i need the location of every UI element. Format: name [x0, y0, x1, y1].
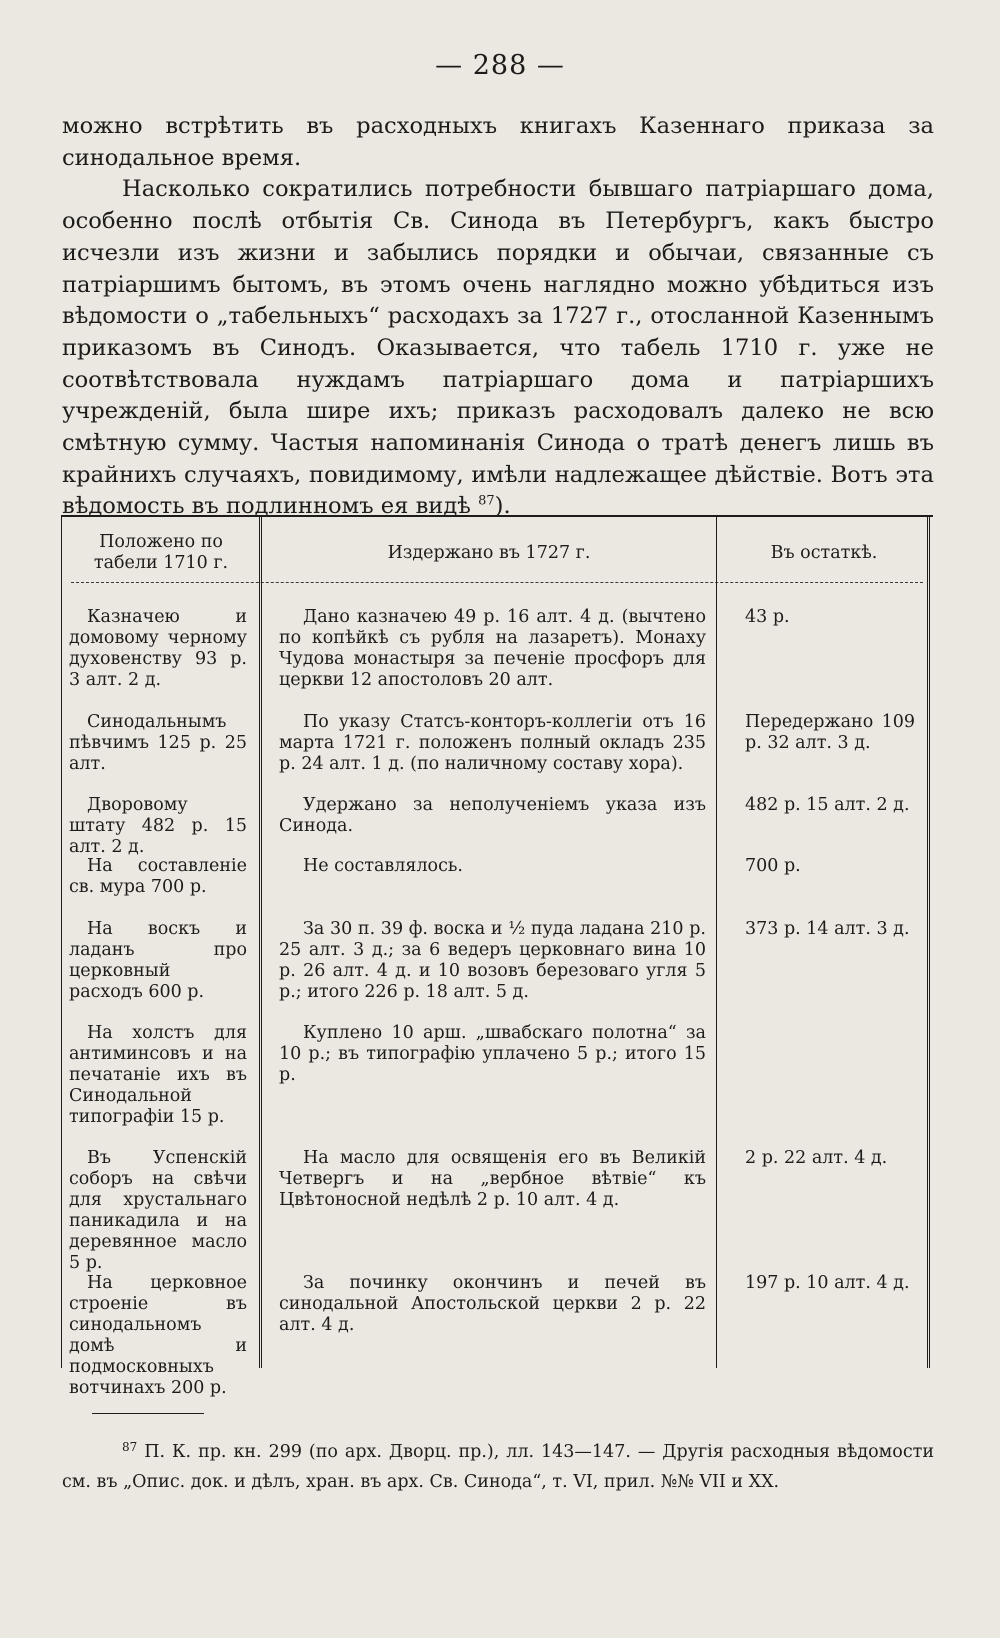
footnote: [62, 1432, 934, 1497]
row-7-spent: На масло для освященія его въ Великій Четвергъ и на „вербное вѣтвіе“ къ Цвѣтоносной недѣлѣ 2 р. 10 алт. 4 д.: [279, 1148, 706, 1210]
row-7-remaining: 2 р. 22 алт. 4 д.: [745, 1148, 888, 1168]
row-1-remaining: 43 р.: [745, 607, 790, 627]
footnote-reference: 87: [478, 493, 495, 509]
row-2-allotted: Синодальнымъ пѣвчимъ 125 р. 25 алт.: [69, 712, 247, 774]
body-text: [62, 111, 934, 523]
header-remaining: Въ остаткѣ.: [770, 543, 878, 563]
row-4-spent: Не составлялось.: [303, 856, 463, 876]
row-2-remaining: Передержано 109 р. 32 алт. 3 д.: [745, 712, 915, 753]
paragraph-1: можно встрѣтить въ расходныхъ книгахъ Казеннаго приказа за синодальное время.: [62, 113, 934, 171]
row-6-spent: Куплено 10 арш. „швабскаго полотна“ за 10 р.; въ типографію уплачено 5 р.; итого 15 р.: [279, 1023, 706, 1085]
header-allotted: Положено по табели 1710 г.: [93, 532, 229, 573]
paragraph-2: [62, 174, 934, 523]
row-1-spent: Дано казначею 49 р. 16 алт. 4 д. (вычтено по копѣйкѣ съ рубля на лазаретъ). Монаху Чудова монастыря за печеніе просфоръ для церкви 12 апостоловъ 20 алт.: [279, 607, 706, 690]
row-5-spent: За 30 п. 39 ф. воска и ½ пуда ладана 210 р. 25 алт. 3 д.; за 6 ведеръ церковнаго вина 10 р. 26 алт. 4 д. и 10 возовъ березоваго угля 5 р.; итого 226 р. 18 алт. 5 д.: [279, 919, 706, 1002]
column-rule-1: [259, 515, 262, 1368]
row-1-allotted: Казначею и домовому черному духовенству 93 р. 3 алт. 2 д.: [69, 607, 247, 690]
footnote-rule: [92, 1413, 204, 1414]
row-5-remaining: 373 р. 14 алт. 3 д.: [745, 919, 910, 939]
row-3-spent: Удержано за неполученіемъ указа изъ Синода.: [279, 795, 706, 836]
header-spent: Издержано въ 1727 г.: [387, 543, 591, 563]
row-4-remaining: 700 р.: [745, 856, 801, 876]
table-top-rule: [61, 515, 933, 517]
row-3-remaining: 482 р. 15 алт. 2 д.: [745, 795, 910, 815]
table-right-rule: [927, 515, 930, 1368]
row-6-allotted: На холстъ для антиминсовъ и на печатаніе ихъ въ Синодальной типографіи 15 р.: [69, 1023, 247, 1127]
row-8-remaining: 197 р. 10 алт. 4 д.: [745, 1273, 910, 1293]
page-number: — 288 —: [435, 50, 565, 81]
paragraph-2-text: Насколько сократились потребности бывшаго патріаршаго дома, особенно послѣ отбытія Св. Синода въ Петербургъ, какъ быстро исчезли изъ жизни и забылись порядки и обычаи, связанные съ патріаршимъ бытомъ, въ этомъ очень наглядно можно убѣдиться изъ вѣдомости о „табельныхъ“ расходахъ за 1727 г., отосланной Казеннымъ приказомъ въ Синодъ. Оказывается, что табель 1710 г. уже не соотвѣтствовала нуждамъ патріаршаго дома и патріаршихъ учрежденій, была шире ихъ; приказъ расходовалъ далеко не всю смѣтную сумму. Частыя напоминанія Синода о тратѣ денегъ лишь въ крайнихъ случаяхъ, повидимому, имѣли надлежащее дѣйствіе. Вотъ эта вѣдомость въ подлинномъ ея видѣ: [62, 176, 934, 520]
row-4-allotted: На составленіе св. мура 700 р.: [69, 856, 247, 897]
header-rule: [71, 582, 923, 583]
row-7-allotted: Въ Успенскій соборъ на свѣчи для хрустальнаго паникадила и на деревянное масло 5 р.: [69, 1148, 247, 1273]
row-8-allotted: На церковное строеніе въ синодальномъ домѣ и подмосковныхъ вотчинахъ 200 р.: [69, 1273, 247, 1398]
footnote-text: П. К. пр. кн. 299 (по арх. Дворц. пр.), лл. 143—147. — Другія расходныя вѣдомости см. въ „Опис. док. и дѣлъ, хран. въ арх. Св. Синода“, т. VI, прил. №№ VII и XX.: [62, 1442, 934, 1492]
row-3-allotted: Дворовому штату 482 р. 15 алт. 2 д.: [69, 795, 247, 857]
paragraph-2-end: ).: [494, 493, 511, 520]
footnote-mark: 87: [122, 1440, 138, 1454]
row-5-allotted: На воскъ и ладанъ про церковный расходъ 600 р.: [69, 919, 247, 1002]
column-rule-2: [716, 515, 717, 1368]
table-left-rule: [61, 515, 62, 1368]
expense-table: [61, 515, 933, 1398]
row-8-spent: За починку окончинъ и печей въ синодальной Апостольской церкви 2 р. 22 алт. 4 д.: [279, 1273, 706, 1335]
row-2-spent: По указу Статсъ-конторъ-коллегіи отъ 16 марта 1721 г. положенъ полный окладъ 235 р. 24 алт. 1 д. (по наличному составу хора).: [279, 712, 706, 774]
